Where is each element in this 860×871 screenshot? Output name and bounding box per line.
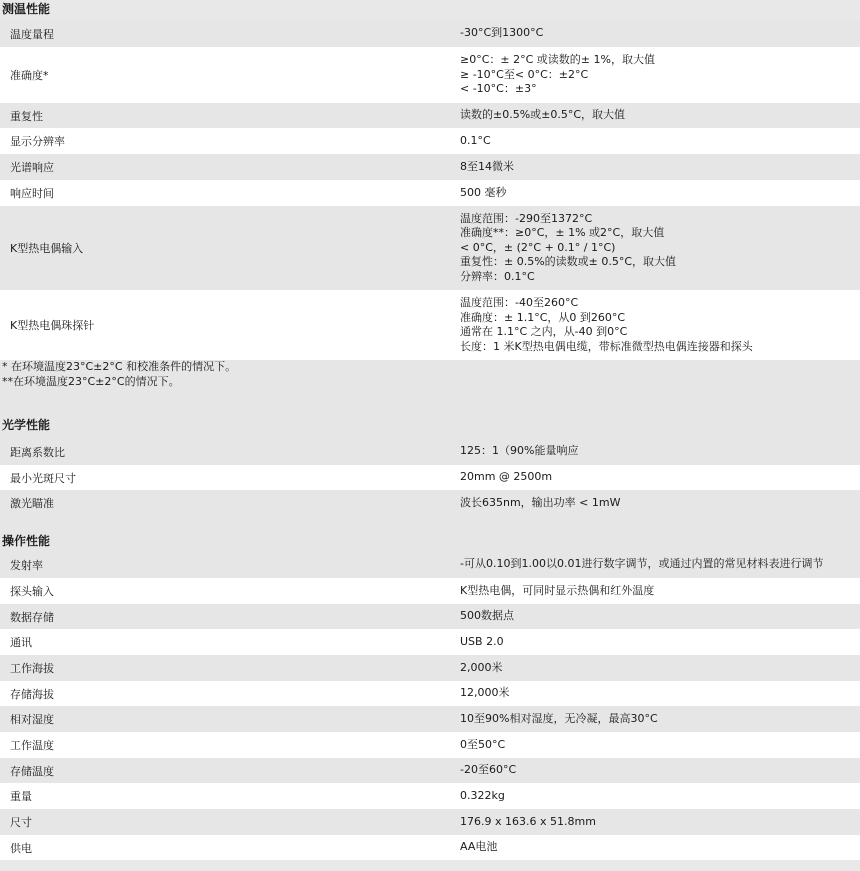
spec-value-line: ≥ -10°C至< 0°C：±2°C	[460, 67, 589, 81]
spec-row-response-time	[0, 180, 860, 206]
spec-value: 20mm @ 2500m	[460, 470, 553, 484]
spec-row-accuracy	[0, 47, 860, 103]
section-title: 测温性能	[2, 2, 51, 16]
spec-row-comm	[0, 629, 860, 655]
spec-row-op-altitude	[0, 655, 860, 681]
spec-value: AA电池	[460, 840, 498, 854]
spec-value: 500数据点	[460, 609, 514, 623]
footnote: * 在环境温度23°C±2°C 和校准条件的情况下。	[2, 360, 237, 373]
spec-label: 供电	[10, 841, 32, 855]
spec-row-probe-input	[0, 578, 860, 604]
spec-label: 准确度*	[10, 69, 49, 82]
spec-label: K型热电偶输入	[10, 242, 84, 255]
spec-row-weight	[0, 783, 860, 809]
spec-row-k-input	[0, 206, 860, 290]
spec-label: 温度量程	[10, 27, 54, 41]
spec-value-line: 温度范围：-290至1372°C	[460, 211, 593, 225]
spec-value: 读数的±0.5%或±0.5°C，取大值	[460, 108, 626, 122]
spec-row-resolution	[0, 128, 860, 154]
spec-row-data-storage	[0, 604, 860, 629]
spec-row-temp-range	[0, 20, 860, 47]
spec-row-dimensions	[0, 809, 860, 835]
spec-value: -20至60°C	[460, 763, 517, 777]
spec-value-line: 通常在 1.1°C 之内，从-40 到0°C	[460, 325, 628, 338]
spec-label: 通讯	[10, 636, 32, 649]
spec-row-humidity	[0, 706, 860, 732]
spec-row-distance-ratio	[0, 438, 860, 465]
spec-value: 0.1°C	[460, 133, 491, 147]
spec-value-line: ≥0°C：± 2°C 或读数的± 1%，取大值	[460, 53, 655, 67]
section-title: 操作性能	[0, 532, 860, 551]
spec-label: 探头输入	[10, 585, 54, 598]
spec-value-line: 准确度：± 1.1°C，从0 到260°C	[460, 310, 626, 324]
spec-label: 发射率	[10, 558, 43, 572]
spec-label: 重量	[10, 790, 32, 803]
spec-value: 2,000米	[460, 660, 503, 674]
spec-value: USB 2.0	[460, 634, 504, 648]
spec-label: 数据存储	[10, 610, 54, 624]
spec-label: 最小光斑尺寸	[10, 471, 76, 485]
spec-value-line: 长度：1 米K型热电偶电缆，带标准微型热电偶连接器和探头	[460, 339, 753, 353]
spec-row-emissivity	[0, 551, 860, 578]
spec-label: 光谱响应	[10, 161, 54, 174]
spec-label: K型热电偶珠探针	[10, 319, 95, 332]
spec-label: 重复性	[10, 109, 43, 123]
spec-value: 176.9 x 163.6 x 51.8mm	[460, 814, 596, 828]
spec-value-line: 准确度**：≥0°C，± 1% 或2°C，取大值	[460, 226, 665, 240]
spec-value-line: 温度范围：-40至260°C	[460, 296, 579, 309]
section-operation	[0, 532, 860, 860]
spec-row-k-probe	[0, 290, 860, 360]
section-temperature	[0, 0, 860, 416]
spec-row-laser	[0, 490, 860, 516]
spec-value: K型热电偶，可同时显示热偶和红外温度	[460, 583, 655, 597]
footnotes	[0, 360, 860, 416]
spec-label: 尺寸	[10, 816, 32, 829]
spec-row-power	[0, 835, 860, 860]
spec-label: 存储温度	[10, 764, 54, 778]
spec-value-line: 分辨率：0.1°C	[460, 269, 535, 283]
spec-value-line: < 0°C，± (2°C + 0.1° / 1°C)	[460, 240, 616, 254]
spec-label: 显示分辨率	[10, 135, 65, 148]
spec-value: 波长635nm，输出功率 < 1mW	[460, 495, 621, 509]
spec-row-storage-altitude	[0, 681, 860, 706]
spec-value: 500 毫秒	[460, 185, 507, 199]
spec-label: 相对湿度	[10, 713, 54, 726]
spec-value: 8至14微米	[460, 159, 514, 173]
spec-row-storage-temp	[0, 758, 860, 783]
spec-value: 12,000米	[460, 686, 510, 700]
spec-label: 工作温度	[10, 739, 54, 752]
spec-label: 距离系数比	[10, 445, 65, 459]
spec-row-spot-size	[0, 465, 860, 490]
spec-value-line: < -10°C：±3°	[460, 82, 537, 96]
section-optical	[0, 416, 860, 532]
spec-value: 125：1（90%能量响应	[460, 444, 579, 458]
spec-value: 10至90%相对湿度，无冷凝，最高30°C	[460, 711, 658, 725]
spec-value: -可从0.10到1.00以0.01进行数字调节，或通过内置的常见材料表进行调节	[460, 557, 824, 571]
spec-value-line: 重复性：± 0.5%的读数或± 0.5°C，取大值	[460, 255, 677, 269]
footnote: **在环境温度23°C±2°C的情况下。	[2, 374, 180, 388]
spec-label: 激光瞄准	[10, 497, 54, 510]
spec-value: 0至50°C	[460, 737, 506, 751]
spec-label: 工作海拔	[10, 662, 54, 675]
spec-row-repeatability	[0, 103, 860, 128]
spec-row-spectral	[0, 154, 860, 180]
spec-row-op-temp	[0, 732, 860, 758]
spec-value: -30°C到1300°C	[460, 26, 544, 40]
spec-label: 存储海拔	[10, 687, 54, 701]
spec-label: 响应时间	[10, 187, 54, 200]
spec-value: 0.322kg	[460, 788, 505, 802]
section-title: 光学性能	[0, 416, 860, 438]
